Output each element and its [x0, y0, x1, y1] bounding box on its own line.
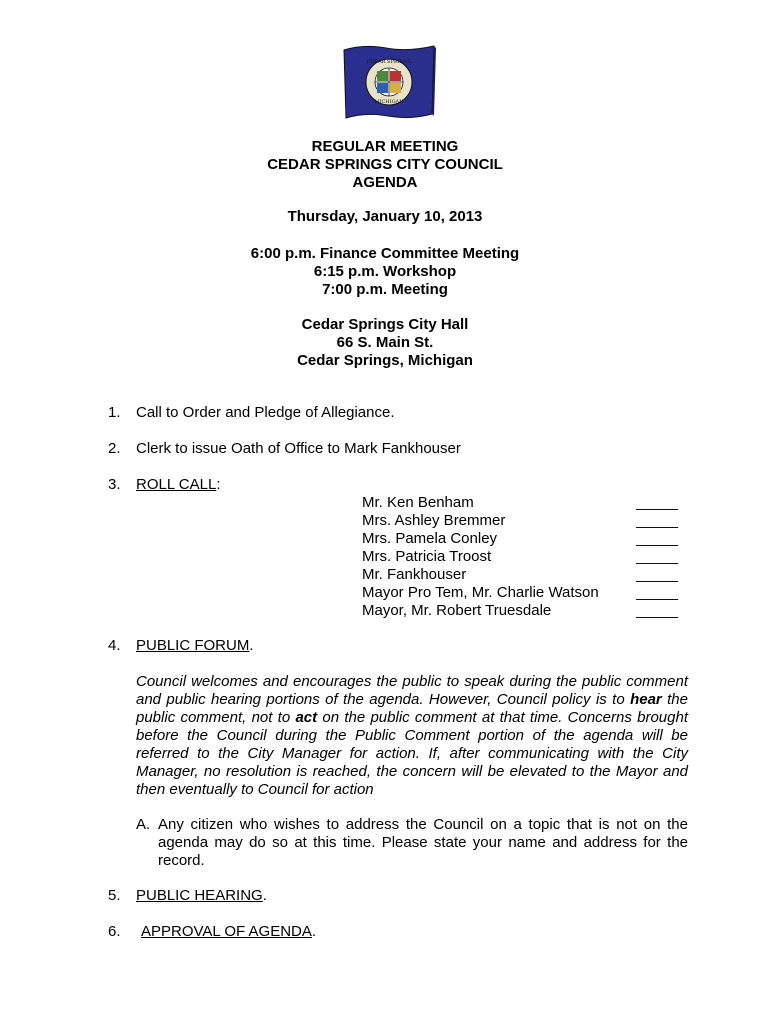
public-forum-policy: [136, 673, 688, 799]
item-number: 6.: [108, 923, 121, 940]
subitem-label: A.: [136, 816, 151, 833]
item-number: 1.: [108, 404, 121, 421]
roll-call-row: [362, 512, 678, 530]
agenda-item-6-approval-of-agenda: [108, 923, 316, 941]
member-name: Mr. Ken Benham: [362, 494, 474, 511]
attendance-blank: _____: [636, 584, 678, 601]
policy-emphasis-hear: hear: [630, 691, 662, 708]
seal-text-bottom: MICHIGAN: [374, 99, 404, 105]
item-number: 5.: [108, 887, 121, 904]
roll-call-row: [362, 584, 678, 602]
meeting-time: 7:00 p.m. Meeting: [322, 281, 448, 298]
public-forum-subitem-a: [136, 816, 688, 870]
member-name: Mayor Pro Tem, Mr. Charlie Watson: [362, 584, 599, 601]
attendance-blank: _____: [636, 530, 678, 547]
member-name: Mayor, Mr. Robert Truesdale: [362, 602, 552, 619]
agenda-title-block: [0, 138, 770, 192]
item-suffix: :: [216, 476, 221, 493]
item-heading: PUBLIC FORUM: [136, 637, 250, 654]
venue-address: 66 S. Main St.: [336, 334, 434, 351]
item-number: 2.: [108, 440, 121, 457]
agenda-item-2: [108, 440, 461, 458]
location-block: [0, 316, 770, 370]
member-name: Mrs. Patricia Troost: [362, 548, 492, 565]
roll-call-row: [362, 602, 678, 620]
roll-call-row: [362, 530, 678, 548]
item-number: 4.: [108, 637, 121, 654]
policy-text: on the public comment at that time. Concerns brought before the Council during the Public Comment portion of the agenda will be referred to the City Manager for action. If, after communicating with the City Manager, no resolution is reached, the concern will be elevated to the Mayor and then eventually to Council for action: [136, 709, 688, 798]
policy-text: Council welcomes and encourages the public to speak during the public comment and public hearing portions of the agenda. However, Council policy is to: [136, 673, 688, 708]
roll-call-row: [362, 494, 678, 512]
item-heading: ROLL CALL: [136, 476, 217, 493]
venue-name: Cedar Springs City Hall: [301, 316, 469, 333]
agenda-item-4-public-forum: [108, 637, 254, 655]
roll-call-row: [362, 566, 678, 584]
attendance-blank: _____: [636, 602, 678, 619]
seal-text-top: CEDAR SPRINGS: [366, 59, 412, 65]
roll-call-list: [362, 494, 678, 620]
attendance-blank: _____: [636, 548, 678, 565]
agenda-item-5-public-hearing: [108, 887, 267, 905]
item-number: 3.: [108, 476, 121, 493]
attendance-blank: _____: [636, 494, 678, 511]
member-name: Mr. Fankhouser: [362, 566, 467, 583]
item-suffix: .: [262, 887, 267, 904]
item-heading: APPROVAL OF AGENDA: [141, 923, 312, 940]
meeting-date: Thursday, January 10, 2013: [287, 208, 483, 225]
subitem-text: Any citizen who wishes to address the Council on a topic that is not on the agenda may do so at this time. Please state your name and address for the record.: [158, 816, 688, 869]
workshop-time: 6:15 p.m. Workshop: [313, 263, 457, 280]
meeting-type: REGULAR MEETING: [311, 138, 459, 155]
item-suffix: .: [249, 637, 254, 654]
item-suffix: .: [311, 923, 317, 940]
item-text: Call to Order and Pledge of Allegiance.: [136, 404, 395, 421]
attendance-blank: _____: [636, 512, 678, 529]
member-name: Mrs. Ashley Bremmer: [362, 512, 506, 529]
agenda-heading: AGENDA: [352, 174, 418, 191]
meeting-date-block: [0, 208, 770, 226]
agenda-item-1: [108, 404, 395, 422]
member-name: Mrs. Pamela Conley: [362, 530, 498, 547]
item-text: Clerk to issue Oath of Office to Mark Fankhouser: [136, 440, 461, 457]
policy-text: the public comment, not to: [136, 691, 688, 726]
policy-emphasis-act: act: [295, 709, 318, 726]
roll-call-row: [362, 548, 678, 566]
council-name: CEDAR SPRINGS CITY COUNCIL: [267, 156, 503, 173]
item-heading: PUBLIC HEARING: [136, 887, 263, 904]
city-flag-logo: [340, 44, 438, 124]
meeting-times-block: [0, 245, 770, 299]
attendance-blank: _____: [636, 566, 678, 583]
finance-meeting-time: 6:00 p.m. Finance Committee Meeting: [250, 245, 520, 262]
venue-city: Cedar Springs, Michigan: [297, 352, 473, 369]
agenda-item-3-roll-call: [108, 476, 221, 494]
